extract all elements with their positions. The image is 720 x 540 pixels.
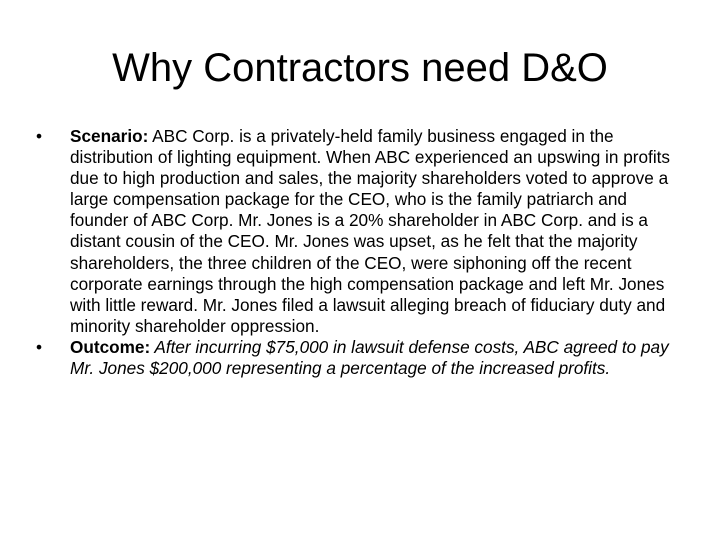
outcome-text: After incurring $75,000 in lawsuit defense costs, ABC agreed to pay Mr. Jones $200,000 representing a percentage of the increased profits. <box>70 336 669 379</box>
scenario-label: Scenario: <box>70 126 149 146</box>
bullet-marker: • <box>36 336 43 357</box>
bullet-list <box>36 126 676 379</box>
bullet-scenario <box>36 126 676 337</box>
bullet-outcome <box>36 337 676 379</box>
bullet-marker: • <box>36 126 43 146</box>
slide-title: Why Contractors need D&O <box>112 46 608 90</box>
outcome-label: Outcome: <box>70 336 151 357</box>
scenario-text: ABC Corp. is a privately-held family business engaged in the distribution of lighting equipment. When ABC experienced an upswing in profits due to high production and sales, the majority shareholders voted to approve a large compensation package for the CEO, who is the family patriarch and founder of ABC Corp. Mr. Jones is a 20% shareholder in ABC Corp. and is a distant cousin of the CEO. Mr. Jones was upset, as he felt that the majority shareholders, the three children of the CEO, were siphoning off the recent corporate earnings through the high compensation package and left Mr. Jones with little reward. Mr. Jones filed a lawsuit alleging breach of fiduciary duty and minority shareholder oppression. <box>70 126 671 336</box>
